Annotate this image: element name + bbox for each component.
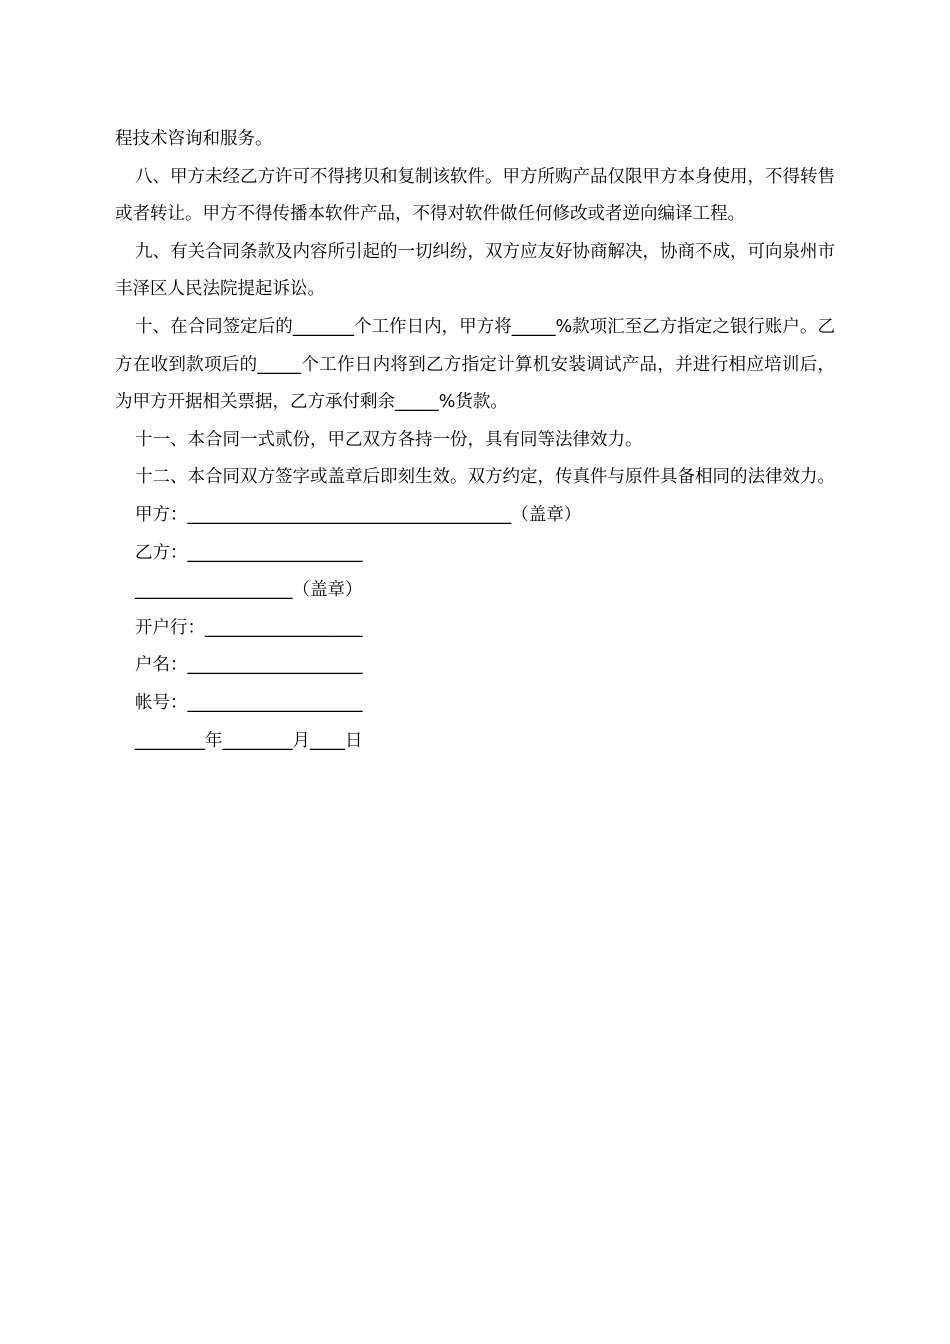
account-number-line: 帐号：____________________ [135, 692, 363, 713]
clause-11: 十一、本合同一式贰份，甲乙双方各持一份，具有同等法律效力。 [135, 429, 643, 450]
party-a-line: 甲方：_____________________________________（盖章） [135, 504, 582, 525]
clause-8: 八、甲方未经乙方许可不得拷贝和复制该软件。甲方所购产品仅限甲方本身使用，不得转售或者转让。甲方不得传播本软件产品，不得对软件做任何修改或者逆向编译工程。 [115, 166, 835, 225]
clause-12: 十二、本合同双方签字或盖章后即刻生效。双方约定，传真件与原件具备相同的法律效力。 [135, 467, 835, 488]
document-body [115, 121, 835, 760]
paragraph-continuation: 程技术咨询和服务。 [115, 129, 273, 149]
clause-10: 十、在合同签定后的_______个工作日内，甲方将_____%款项汇至乙方指定之银行账户。乙方在收到款项后的_____个工作日内将到乙方指定计算机安装调试产品，并进行相应培训后，为甲方开据相关票据，乙方承付剩余_____%货款。 [115, 316, 835, 413]
bank-line: 开户行：__________________ [135, 617, 363, 638]
party-b-seal-line: __________________（盖章） [135, 580, 363, 601]
account-name-line: 户名：____________________ [135, 655, 363, 676]
signature-block [115, 497, 835, 760]
clause-9: 九、有关合同条款及内容所引起的一切纠纷，双方应友好协商解决，协商不成，可向泉州市丰泽区人民法院提起诉讼。 [115, 241, 835, 300]
date-line: ________年________月____日 [135, 730, 363, 751]
party-b-line: 乙方：____________________ [135, 542, 363, 563]
